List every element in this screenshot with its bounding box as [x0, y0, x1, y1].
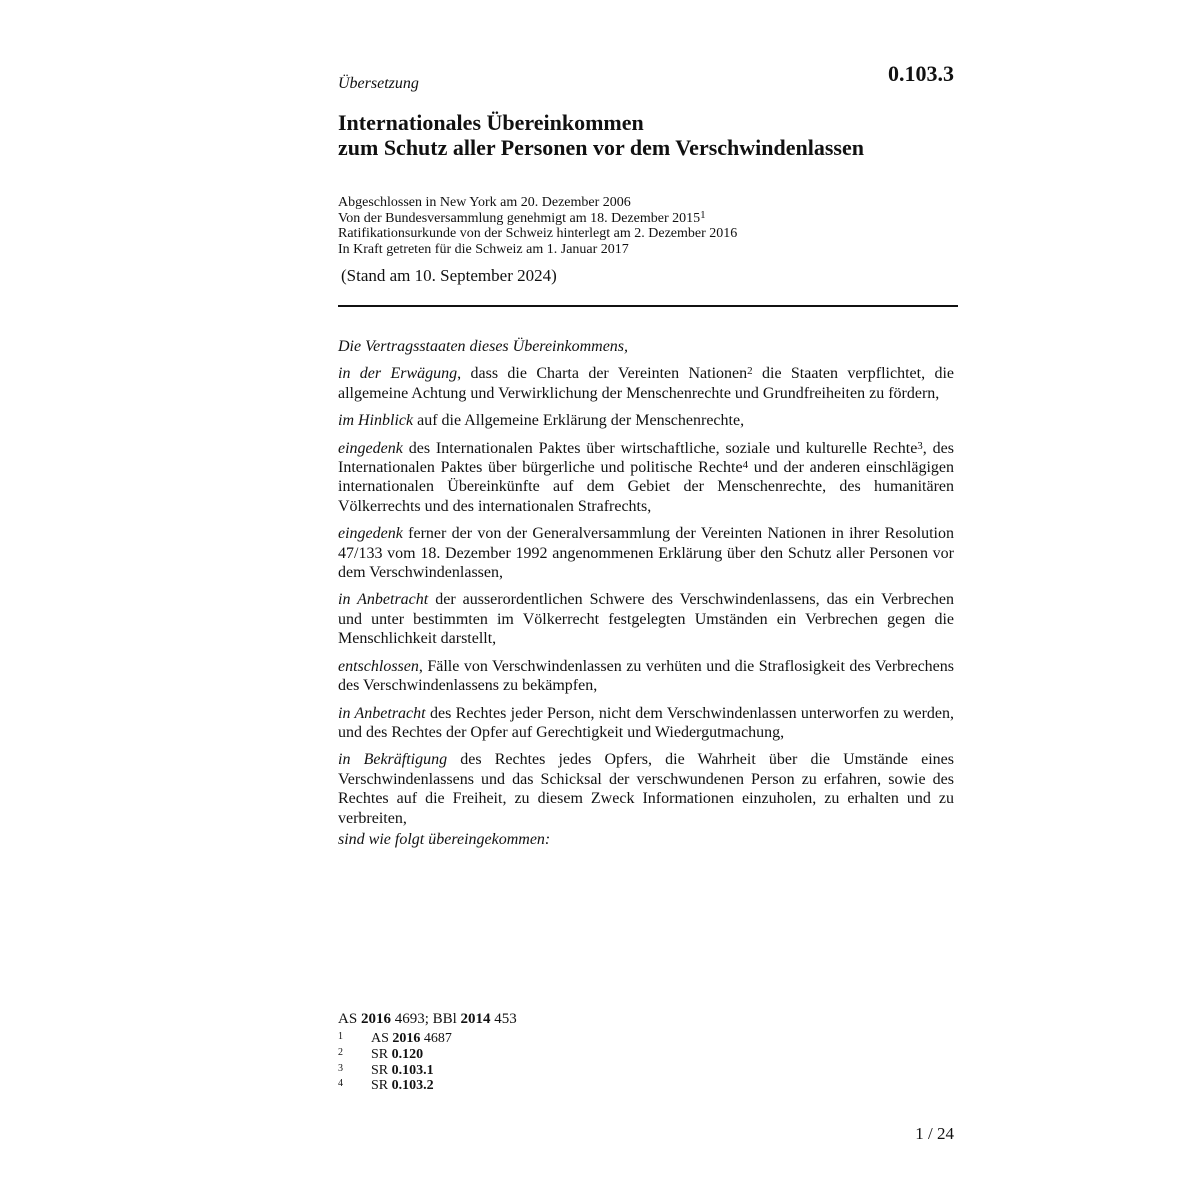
paragraph-text: der ausserordentlichen Schwere des Verschwindenlassens, das ein Verbrechen und unter bestimmten im Völkerrecht festgelegten Umständen ein Verbrechen gegen die Menschlichkeit darstellt, — [338, 591, 955, 648]
footnotes — [338, 1031, 452, 1094]
divider — [338, 305, 958, 307]
preamble-paragraph — [338, 524, 954, 582]
emphasis: eingedenk — [338, 439, 403, 457]
preamble-closing — [338, 830, 954, 849]
footnote-number: 3 — [338, 1062, 343, 1074]
emphasis: in Anbetracht — [338, 704, 426, 722]
footnote-text: SR — [371, 1046, 392, 1062]
footnote-bold: 0.103.2 — [391, 1078, 434, 1094]
paragraph-text: des Rechtes jeder Person, nicht dem Verschwindenlassen unterworfen zu werden, und des Rechtes der Opfer auf Gerechtigkeit und Wiedergutmachung, — [338, 704, 955, 741]
footnote — [338, 1078, 452, 1094]
translation-label: Übersetzung — [338, 75, 419, 92]
emphasis: in Anbetracht — [338, 591, 429, 609]
document-title — [338, 110, 864, 160]
footnote-number: 2 — [338, 1046, 343, 1058]
publication-year: 2014 — [460, 1011, 491, 1027]
preamble-paragraph — [338, 750, 954, 828]
paragraph-text: des Internationalen Paktes über wirtschaftliche, soziale und kulturelle Rechte — [402, 439, 918, 457]
meta-approved-text: Von der Bundesversammlung genehmigt am 18. Dezember 2015 — [338, 210, 701, 226]
emphasis: eingedenk — [338, 525, 403, 543]
preamble-paragraph — [338, 439, 954, 517]
meta-ratified: Ratifikationsurkunde von der Schweiz hinterlegt am 2. Dezember 2016 — [338, 226, 738, 241]
footnote-text: AS — [371, 1031, 393, 1046]
publication-text: 453 — [490, 1011, 517, 1027]
preamble-paragraph — [338, 364, 954, 403]
publication-reference — [338, 1011, 517, 1028]
emphasis: im Hinblick — [338, 412, 414, 430]
paragraph-text: ferner der von der Generalversammlung der Vereinten Nationen in ihrer Resolution 47/133 vom 18. Dezember 1992 angenommenen Erklärung über den Schutz aller Personen vor dem Verschwindenlassen, — [338, 525, 954, 582]
emphasis: entschlossen — [338, 657, 419, 675]
footnote-bold: 0.103.1 — [391, 1062, 434, 1078]
footnote-ref[interactable]: 4 — [742, 459, 749, 472]
preamble-opening — [338, 337, 954, 356]
status-date: (Stand am 10. September 2024) — [341, 266, 557, 285]
preamble-paragraph — [338, 657, 954, 696]
paragraph-text: , dass die Charta der Vereinten Nationen — [457, 365, 748, 383]
paragraph-text: auf die Allgemeine Erklärung der Menschenrechte, — [413, 412, 745, 430]
meta-concluded: Abgeschlossen in New York am 20. Dezember 2006 — [338, 195, 631, 210]
publication-text: AS — [338, 1011, 361, 1027]
footnote-text: 4687 — [420, 1031, 452, 1046]
publication-text: 4693; BBl — [390, 1011, 461, 1027]
footnote-text: SR — [371, 1062, 392, 1078]
sr-number: 0.103.3 — [888, 61, 954, 86]
footnote-bold: 0.120 — [391, 1046, 424, 1062]
footnote-text: SR — [371, 1078, 392, 1094]
publication-year: 2016 — [360, 1011, 391, 1027]
footnote-number: 4 — [338, 1078, 343, 1090]
paragraph-text: des Rechtes jedes Opfers, die Wahrheit über die Umstände eines Verschwindenlassens und das Schicksal der verschwundenen Person zu erfahren, sowie des Rechtes auf die Freiheit, zu diesem Zweck Informationen einzuholen, zu erhalten und zu verbreiten, — [338, 751, 955, 827]
emphasis: in der Erwägung — [338, 365, 458, 383]
page-number: 1 / 24 — [915, 1124, 954, 1143]
footnote-ref[interactable]: 2 — [747, 365, 753, 378]
paragraph-text: , Fälle von Verschwindenlassen zu verhüten und die Straflosigkeit des Verbrechens des Verschwindenlassens zu bekämpfen, — [338, 657, 954, 695]
title-line-2: zum Schutz aller Personen vor dem Verschwindenlassen — [338, 135, 864, 160]
preamble-opening-text: Die Vertragsstaaten dieses Übereinkommens, — [338, 338, 629, 355]
paragraph-text: die Staaten verpflichtet, die allgemeine Achtung und Verwirklichung der Menschenrechte und Grundfreiheiten zu fördern, — [338, 365, 954, 402]
paragraph-text: und der anderen einschlägigen internationalen Übereinkünfte auf dem Gebiet der Menschenrechte, des humanitären Völkerrechts und des internationalen Strafrechts, — [338, 459, 954, 515]
preamble-paragraph — [338, 411, 954, 430]
footnote-ref[interactable]: 3 — [917, 439, 923, 452]
preamble-paragraph — [338, 704, 954, 743]
preamble — [338, 337, 954, 857]
document-metadata — [338, 195, 737, 257]
footnote-ref[interactable]: 1 — [700, 208, 706, 221]
meta-in-force: In Kraft getreten für die Schweiz am 1. Januar 2017 — [338, 241, 629, 257]
footnote-bold: 2016 — [392, 1031, 421, 1046]
meta-approved — [338, 208, 737, 227]
preamble-closing-text: sind wie folgt übereingekommen: — [338, 830, 551, 848]
paragraph-text: , des Internationalen Paktes über bürgerliche und politische Rechte — [338, 439, 954, 477]
title-line-1: Internationales Übereinkommen — [338, 110, 644, 135]
preamble-paragraph — [338, 590, 954, 648]
emphasis: in Bekräftigung — [338, 751, 448, 769]
footnote-number: 1 — [338, 1031, 343, 1042]
